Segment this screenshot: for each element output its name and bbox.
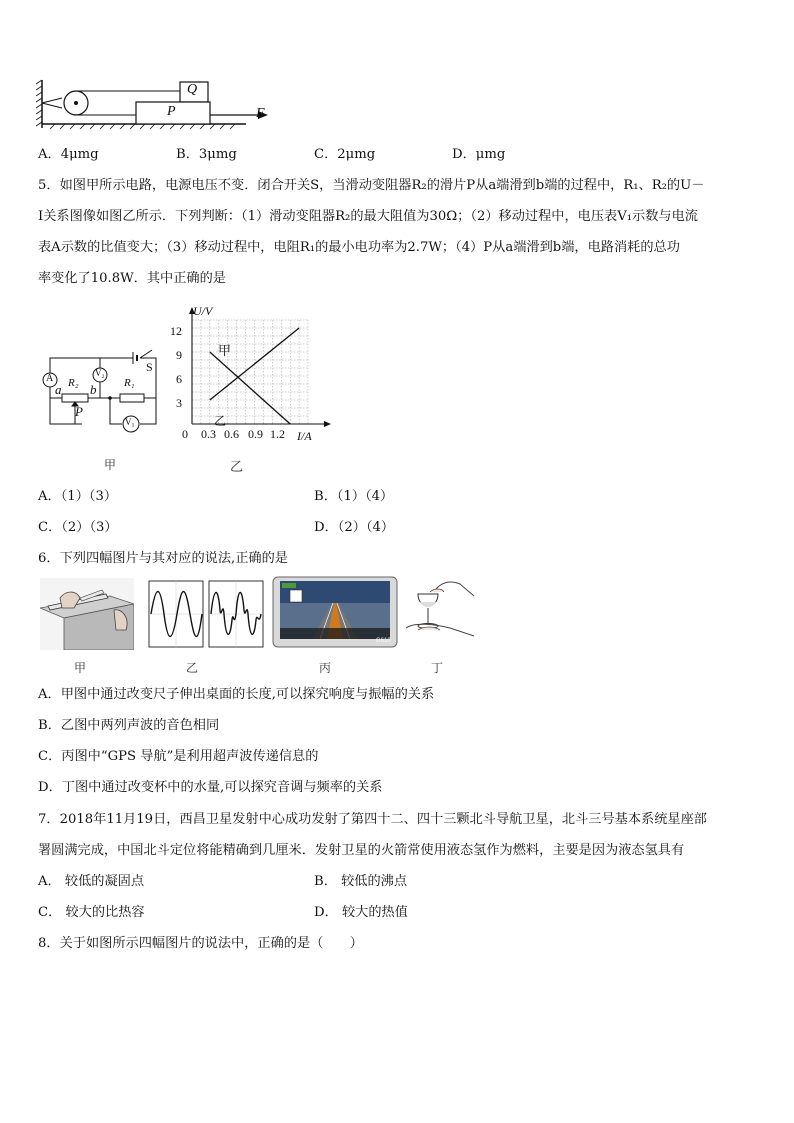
q4-option-c[interactable]: C．2μmg [314,147,376,162]
q5-option-d[interactable]: D．（2）（4） [314,520,395,535]
q6-option-b[interactable]: B．乙图中两列声波的音色相同 [38,718,220,733]
graph-x-tick: 0.6 [224,427,239,441]
graph-y-tick: 9 [176,348,182,362]
q6-option-c[interactable]: C．丙图中“GPS 导航”是利用超声波传递信息的 [38,749,319,764]
graph-origin: 0 [182,427,188,441]
label-f: F [256,106,265,121]
q6-option-a[interactable]: A．甲图中通过改变尺子伸出桌面的长度,可以探究响度与振幅的关系 [38,687,435,702]
q5-option-a[interactable]: A．（1）（3） [38,489,118,504]
circuit-p-label: P [75,404,83,419]
circuit-ammeter-label: A [46,373,54,384]
q4-option-d[interactable]: D．μmg [452,147,506,162]
caption-jia-q5: 甲 [104,458,117,472]
q7-option-b[interactable]: B． 较低的沸点 [314,874,408,889]
q5-stem-line-4: 率变化了10.8W．其中正确的是 [38,271,226,286]
graph-x-tick: 1.2 [270,427,285,441]
caption-ding-q6: 丁 [431,661,444,675]
ui-graph [168,306,334,446]
wine-glass-image [404,576,478,648]
caption-yi-q6: 乙 [186,661,199,675]
graph-x-tick: 0.9 [248,427,263,441]
caption-jia-q6: 甲 [74,661,87,675]
q4-option-b[interactable]: B．3μmg [176,147,237,162]
circuit-v2-label: V₂ [95,368,105,378]
q7-stem-line-2: 署圆满完成，中国北斗定位将能精确到几厘米．发射卫星的火箭常使用液态氢作为燃料，主要是因为液态氢具有 [38,843,685,858]
graph-y-tick: 3 [176,396,182,410]
label-p: P [167,104,176,119]
pulley-block-figure [36,76,276,132]
q5-option-b[interactable]: B．（1）（4） [314,489,394,504]
q7-option-c[interactable]: C． 较大的比热容 [38,905,145,920]
graph-y-axis-label: U/V [193,304,213,318]
graph-x-axis-label: I/A [297,429,312,443]
circuit-v1-label: V₁ [125,417,135,427]
q5-option-c[interactable]: C．（2）（3） [38,520,118,535]
q6-stem: 6．下列四幅图片与其对应的说法,正确的是 [38,551,288,566]
gps-brand-label: G610 [376,638,391,644]
q6-option-d[interactable]: D．丁图中通过改变杯中的水量,可以探究音调与频率的关系 [38,780,383,795]
ruler-on-desk-image [40,578,134,650]
graph-line-jia-label: 甲 [218,344,232,359]
q4-option-a[interactable]: A．4μmg [38,147,99,162]
waveform-images [148,580,266,648]
label-q: Q [187,82,198,97]
circuit-a-label: a [55,382,62,397]
q5-stem-line-2: I关系图像如图乙所示．下列判断：（1）滑动变阻器R₂的最大阻值为30Ω；（2）移动过程中，电压表V₁示数与电流 [38,209,698,224]
q7-option-a[interactable]: A． 较低的凝固点 [38,874,145,889]
circuit-b-label: b [90,382,97,397]
graph-line-yi-label: 乙 [214,414,227,428]
circuit-r1-label: R₁ [124,377,135,389]
circuit-r2-label: R₂ [68,377,79,389]
graph-y-tick: 12 [170,324,182,338]
q8-stem: 8．关于如图所示四幅图片的说法中，正确的是（ ） [38,936,363,951]
caption-yi-q5: 乙 [230,460,244,475]
circuit-switch-label: S [146,360,153,374]
q7-stem-line-1: 7．2018年11月19日，西昌卫星发射中心成功发射了第四十二、四十三颗北斗导航卫星，北斗三号基本系统星座部 [38,812,707,827]
q5-stem-line-1: 5．如图甲所示电路，电源电压不变．闭合开关S，当滑动变阻器R₂的滑片P从a端滑到b端的过程中，R₁、R₂的U－ [38,178,705,193]
q5-stem-line-3: 表A示数的比值变大；（3）移动过程中，电阻R₁的最小电功率为2.7W；（4）P从a端滑到b端，电路消耗的总功 [38,240,680,255]
caption-bing-q6: 丙 [319,661,332,675]
graph-y-tick: 6 [176,372,182,386]
graph-x-tick: 0.3 [201,427,216,441]
q7-option-d[interactable]: D． 较大的热值 [314,905,408,920]
